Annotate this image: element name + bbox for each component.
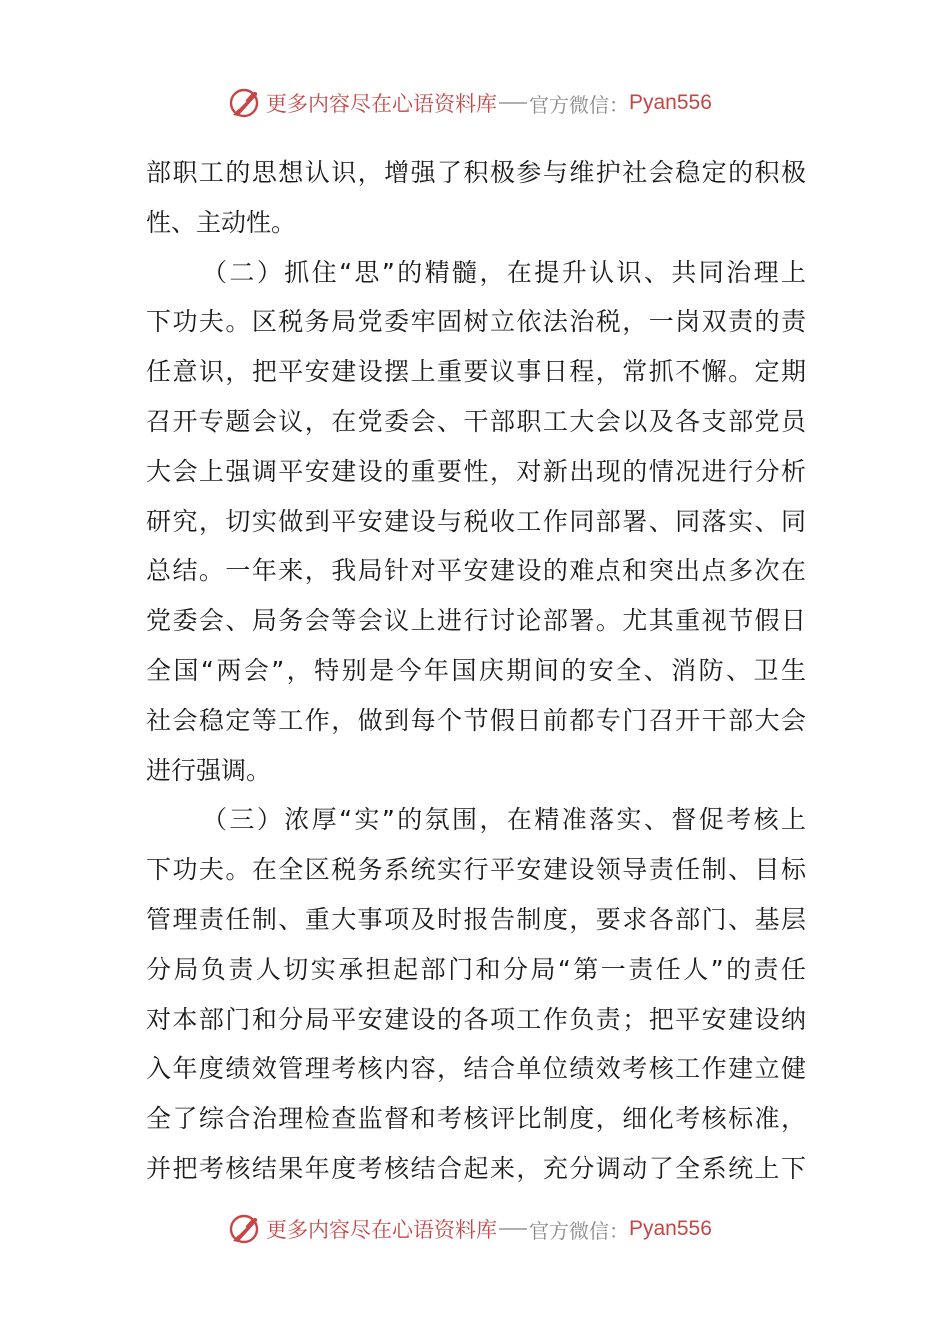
- section-heading-line: （二）抓住“思”的精髓，在提升认识、共同治理上: [202, 257, 806, 287]
- text-line: 对本部门和分局平安建设的各项工作负责；把平安建设纳: [146, 1004, 806, 1034]
- text-line: 总结。一年来，我局针对平安建设的难点和突出点多次在: [146, 556, 806, 586]
- text-line: 入年度绩效管理考核内容，结合单位绩效考核工作建立健: [146, 1054, 806, 1084]
- watermark-dash: [499, 102, 527, 104]
- watermark-id: Pyan556: [629, 91, 712, 114]
- watermark-sub: 官方微信：: [529, 92, 629, 117]
- watermark-id: Pyan556: [629, 1217, 712, 1240]
- text-line: 下功夫。区税务局党委牢固树立依法治税，一岗双责的责: [146, 307, 806, 337]
- text-line: 进行强调。: [146, 755, 272, 785]
- text-line: 召开专题会议，在党委会、干部职工大会以及各支部党员: [146, 406, 806, 436]
- text-line: 下功夫。在全区税务系统实行平安建设领导责任制、目标: [146, 855, 806, 885]
- quill-logo-icon: [226, 1211, 262, 1247]
- section-heading-line: （三）浓厚“实”的氛围，在精准落实、督促考核上: [202, 805, 806, 835]
- text-line: 任意识，把平安建设摆上重要议事日程，常抓不懈。定期: [146, 357, 806, 387]
- footer-watermark: [226, 1208, 712, 1250]
- watermark-sub: 官方微信：: [529, 1218, 629, 1243]
- document-body: [146, 148, 806, 1194]
- text-line: 分局负责人切实承担起部门和分局“第一责任人”的责任: [146, 954, 806, 984]
- text-line: 社会稳定等工作，做到每个节假日前都专门召开干部大会: [146, 705, 806, 735]
- text-line: 并把考核结果年度考核结合起来，充分调动了全系统上下: [146, 1153, 806, 1183]
- text-line: 大会上强调平安建设的重要性，对新出现的情况进行分析: [146, 456, 806, 486]
- watermark-text: 更多内容尽在心语资料库: [266, 92, 497, 116]
- text-line: 研究，切实做到平安建设与税收工作同部署、同落实、同: [146, 506, 806, 536]
- quill-logo-icon: [226, 85, 262, 121]
- text-line: 党委会、局务会等会议上进行讨论部署。尤其重视节假日: [146, 606, 806, 636]
- watermark-text: 更多内容尽在心语资料库: [266, 1218, 497, 1242]
- text-line: 全国“两会”，特别是今年国庆期间的安全、消防、卫生: [146, 655, 806, 685]
- header-watermark: [226, 82, 712, 124]
- text-line: 性、主动性。: [146, 207, 297, 237]
- text-line: 管理责任制、重大事项及时报告制度，要求各部门、基层: [146, 904, 806, 934]
- text-line: 部职工的思想认识，增强了积极参与维护社会稳定的积极: [146, 158, 806, 187]
- text-line: 全了综合治理检查监督和考核评比制度，细化考核标准，: [146, 1104, 806, 1134]
- watermark-dash: [499, 1228, 527, 1230]
